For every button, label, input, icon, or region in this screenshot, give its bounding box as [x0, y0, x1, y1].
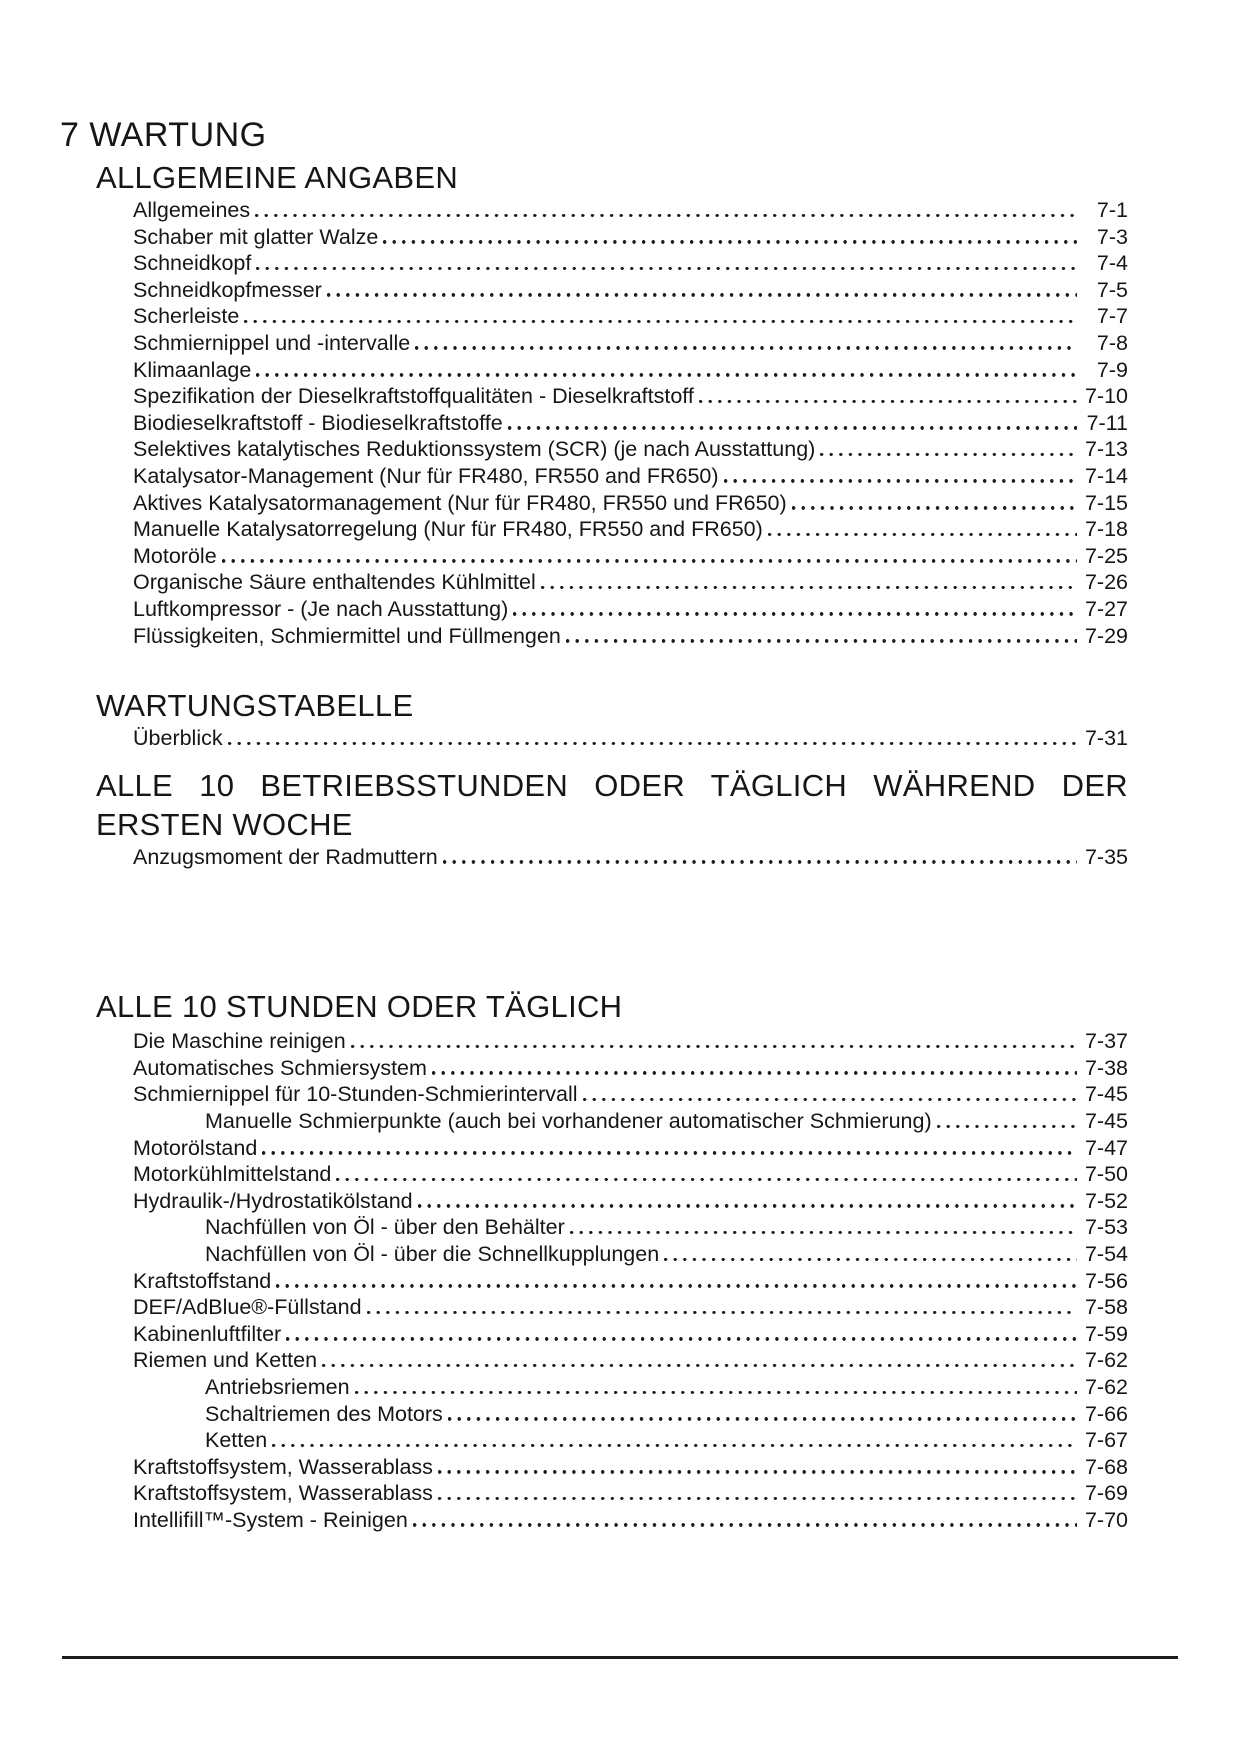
toc-entry-label: Luftkompressor - (Je nach Ausstattung) [133, 596, 509, 621]
toc-entry[interactable] [133, 436, 1128, 463]
toc-entry-label: Scherleiste [133, 304, 240, 329]
dot-leader [413, 1513, 1077, 1527]
toc-entry-label: Allgemeines [133, 198, 251, 222]
dot-leader [262, 1141, 1077, 1155]
toc-entry[interactable] [133, 1507, 1128, 1534]
toc-entry[interactable] [133, 1268, 1128, 1295]
dot-leader [541, 575, 1077, 589]
toc-entry-page: 7-68 [1084, 1454, 1128, 1479]
toc-entry-page: 7-69 [1084, 1481, 1128, 1506]
section-heading: ALLE 10 STUNDEN ODER TÄGLICH [96, 989, 623, 1025]
toc-entry-page: 7-59 [1084, 1321, 1128, 1346]
toc-section [0, 161, 1241, 649]
toc-entry-label: Kabinenluftfilter [133, 1321, 282, 1346]
toc-entry-label: Nachfüllen von Öl - über den Behälter [205, 1215, 565, 1240]
toc-entry[interactable] [133, 1081, 1128, 1108]
dot-leader [664, 1247, 1077, 1261]
toc-entry-page: 7-10 [1084, 384, 1128, 409]
dot-leader [432, 1061, 1077, 1075]
toc-entry-label: Kraftstoffsystem, Wasserablass [133, 1454, 433, 1479]
toc-entry-label: Schaltriemen des Motors [205, 1401, 443, 1426]
toc-entry-page: 7-67 [1084, 1428, 1128, 1453]
toc-entry[interactable] [133, 250, 1128, 277]
toc-entry-label: Die Maschine reinigen [133, 1029, 346, 1054]
toc-entry-page: 7-58 [1084, 1295, 1128, 1320]
dot-leader [438, 1460, 1077, 1474]
dot-leader [256, 363, 1077, 377]
dot-leader [570, 1220, 1077, 1234]
toc-entry-page: 7-15 [1084, 490, 1128, 515]
toc-entry[interactable] [133, 410, 1128, 437]
toc-entry-page: 7-26 [1084, 570, 1128, 595]
dot-leader [513, 602, 1077, 616]
dot-leader [222, 549, 1077, 563]
toc-entry[interactable] [133, 1241, 1128, 1268]
toc-entry-label: Intellifill™-System - Reinigen [133, 1507, 408, 1532]
dot-leader [699, 389, 1077, 403]
toc-entry[interactable] [133, 1347, 1128, 1374]
dot-leader [443, 850, 1077, 864]
toc-entry-page: 7-54 [1084, 1242, 1128, 1267]
dot-leader [583, 1087, 1077, 1101]
toc-entry-page: 7-14 [1084, 463, 1128, 488]
toc-entry-page: 7-8 [1096, 330, 1128, 355]
toc-entry-label: Aktives Katalysatormanagement (Nur für FR480, FR550 und FR650) [133, 490, 787, 515]
section-heading: ALLGEMEINE ANGABEN [96, 160, 459, 195]
toc-entry[interactable] [133, 1188, 1128, 1215]
toc-entry[interactable] [133, 1374, 1128, 1401]
toc-entry[interactable] [133, 1028, 1128, 1055]
toc-entry-page: 7-50 [1084, 1162, 1128, 1187]
toc-entry[interactable] [133, 569, 1128, 596]
toc-entry-page: 7-38 [1084, 1055, 1128, 1080]
toc-entry-label: Manuelle Katalysatorregelung (Nur für FR480, FR550 and FR650) [133, 517, 763, 542]
toc-list [133, 725, 1128, 752]
toc-entry-label: Selektives katalytisches Reduktionssystem (SCR) (je nach Ausstattung) [133, 437, 816, 462]
dot-leader [322, 1353, 1077, 1367]
toc-list [133, 197, 1128, 649]
toc-entry[interactable] [133, 303, 1128, 330]
dot-leader [508, 416, 1077, 430]
toc-entry-page: 7-11 [1086, 410, 1128, 435]
toc-entry-page: 7-18 [1084, 517, 1128, 542]
toc-section [0, 988, 1241, 1533]
toc-sections-container [0, 161, 1241, 1534]
toc-entry-label: Schmiernippel für 10-Stunden-Schmierintervall [133, 1082, 578, 1107]
dot-leader [367, 1300, 1077, 1314]
toc-entry[interactable] [133, 357, 1128, 384]
toc-entry[interactable] [133, 383, 1128, 410]
toc-entry-page: 7-45 [1084, 1082, 1128, 1107]
toc-entry-label: Katalysator-Management (Nur für FR480, FR550 and FR650) [133, 463, 719, 488]
dot-leader [438, 1486, 1077, 1500]
toc-entry-label: Kraftstoffstand [133, 1268, 272, 1293]
toc-entry[interactable] [133, 197, 1128, 224]
toc-entry-page: 7-25 [1084, 543, 1128, 568]
dot-leader [255, 203, 1077, 217]
toc-entry-label: Nachfüllen von Öl - über die Schnellkupplungen [205, 1242, 660, 1267]
toc-entry-page: 7-27 [1084, 596, 1128, 621]
toc-entry[interactable] [133, 277, 1128, 304]
toc-entry-page: 7-66 [1084, 1401, 1128, 1426]
dot-leader [768, 522, 1077, 536]
dot-leader [276, 1274, 1077, 1288]
section-heading-line: ALLE 10 BETRIEBSSTUNDEN ODER TÄGLICH WÄHREND DER [96, 767, 1128, 803]
toc-entry[interactable] [133, 623, 1128, 650]
page-title: 7 WARTUNG [60, 116, 267, 154]
dot-leader [256, 256, 1077, 270]
toc-section [0, 687, 1241, 752]
toc-entry[interactable] [133, 1214, 1128, 1241]
toc-entry-label: Motorkühlmittelstand [133, 1162, 332, 1187]
dot-leader [415, 336, 1077, 350]
dot-leader [272, 1433, 1077, 1447]
toc-entry-page: 7-52 [1084, 1188, 1128, 1213]
toc-entry-label: Ketten [205, 1428, 268, 1453]
toc-entry[interactable] [133, 844, 1128, 871]
toc-entry-page: 7-3 [1096, 224, 1128, 249]
toc-entry-label: Hydraulik-/Hydrostatikölstand [133, 1188, 413, 1213]
dot-leader [820, 442, 1077, 456]
toc-entry[interactable] [133, 1108, 1128, 1135]
toc-entry-page: 7-9 [1096, 357, 1128, 382]
toc-entry-label: Klimaanlage [133, 357, 252, 382]
dot-leader [383, 230, 1077, 244]
toc-entry-page: 7-53 [1084, 1215, 1128, 1240]
toc-entry-label: Manuelle Schmierpunkte (auch bei vorhandener automatischer Schmierung) [205, 1109, 932, 1134]
toc-entry-label: DEF/AdBlue®-Füllstand [133, 1295, 362, 1320]
toc-entry-label: Anzugsmoment der Radmuttern [133, 844, 438, 869]
toc-entry-page: 7-62 [1084, 1348, 1128, 1373]
dot-leader [792, 496, 1077, 510]
toc-entry[interactable] [133, 596, 1128, 623]
toc-entry[interactable] [133, 1427, 1128, 1454]
section-heading: WARTUNGSTABELLE [96, 688, 414, 724]
toc-entry-label: Flüssigkeiten, Schmiermittel und Füllmengen [133, 623, 561, 648]
toc-entry[interactable] [133, 1321, 1128, 1348]
toc-entry[interactable] [133, 725, 1128, 752]
section-heading-line: ERSTEN WOCHE [96, 806, 353, 842]
toc-entry[interactable] [133, 543, 1128, 570]
toc-entry-label: Schaber mit glatter Walze [133, 224, 379, 249]
dot-leader [418, 1194, 1077, 1208]
dot-leader [327, 283, 1077, 297]
toc-entry-page: 7-13 [1084, 437, 1128, 462]
toc-entry-page: 7-35 [1084, 844, 1128, 869]
toc-entry-page: 7-56 [1084, 1268, 1128, 1293]
dot-leader [566, 629, 1077, 643]
toc-entry-page: 7-31 [1084, 726, 1128, 751]
toc-entry[interactable] [133, 1294, 1128, 1321]
dot-leader [448, 1407, 1077, 1421]
toc-entry-label: Biodieselkraftstoff - Biodieselkraftstoffe [133, 410, 503, 435]
toc-entry[interactable] [133, 1055, 1128, 1082]
toc-entry-label: Spezifikation der Dieselkraftstoffqualitäten - Dieselkraftstoff [133, 384, 694, 409]
toc-entry[interactable] [133, 516, 1128, 543]
toc-entry[interactable] [133, 330, 1128, 357]
dot-leader [351, 1034, 1077, 1048]
toc-entry-label: Schneidkopf [133, 251, 252, 276]
toc-entry[interactable] [133, 1135, 1128, 1162]
toc-entry-label: Antriebsriemen [205, 1375, 350, 1399]
toc-section [0, 766, 1241, 871]
toc-entry-page: 7-4 [1096, 251, 1128, 276]
toc-entry-page: 7-7 [1096, 304, 1128, 329]
toc-entry-label: Motorölstand [133, 1135, 258, 1160]
toc-entry-page: 7-45 [1084, 1109, 1128, 1134]
toc-entry-label: Organische Säure enthaltendes Kühlmittel [133, 570, 536, 595]
toc-entry-label: Kraftstoffsystem, Wasserablass [133, 1481, 433, 1506]
toc-entry-label: Schmiernippel und -intervalle [133, 330, 411, 355]
toc-entry[interactable] [133, 490, 1128, 517]
toc-entry[interactable] [133, 1454, 1128, 1481]
toc-entry-label: Überblick [133, 726, 223, 751]
toc-entry-page: 7-70 [1084, 1507, 1128, 1532]
dot-leader [244, 309, 1077, 323]
toc-entry-page: 7-5 [1096, 277, 1128, 302]
toc-entry-page: 7-29 [1084, 623, 1128, 648]
toc-entry-label: Schneidkopfmesser [133, 277, 322, 302]
dot-leader [355, 1380, 1077, 1394]
toc-entry-label: Motoröle [133, 543, 217, 568]
toc-entry[interactable] [133, 1401, 1128, 1428]
toc-entry[interactable] [133, 463, 1128, 490]
toc-list [133, 844, 1128, 871]
dot-leader [286, 1327, 1077, 1341]
toc-entry-page: 7-47 [1084, 1135, 1128, 1160]
toc-entry-label: Automatisches Schmiersystem [133, 1055, 427, 1080]
toc-entry-page: 7-1 [1096, 198, 1128, 222]
toc-entry-page: 7-37 [1084, 1029, 1128, 1054]
toc-entry[interactable] [133, 1480, 1128, 1507]
toc-entry[interactable] [133, 1161, 1128, 1188]
toc-list [133, 1028, 1128, 1533]
toc-entry-label: Riemen und Ketten [133, 1348, 318, 1373]
toc-entry[interactable] [133, 224, 1128, 251]
dot-leader [336, 1167, 1077, 1181]
dot-leader [937, 1114, 1077, 1128]
footer-rule [62, 1656, 1178, 1659]
dot-leader [724, 469, 1077, 483]
toc-entry-page: 7-62 [1084, 1375, 1128, 1399]
dot-leader [228, 731, 1077, 745]
